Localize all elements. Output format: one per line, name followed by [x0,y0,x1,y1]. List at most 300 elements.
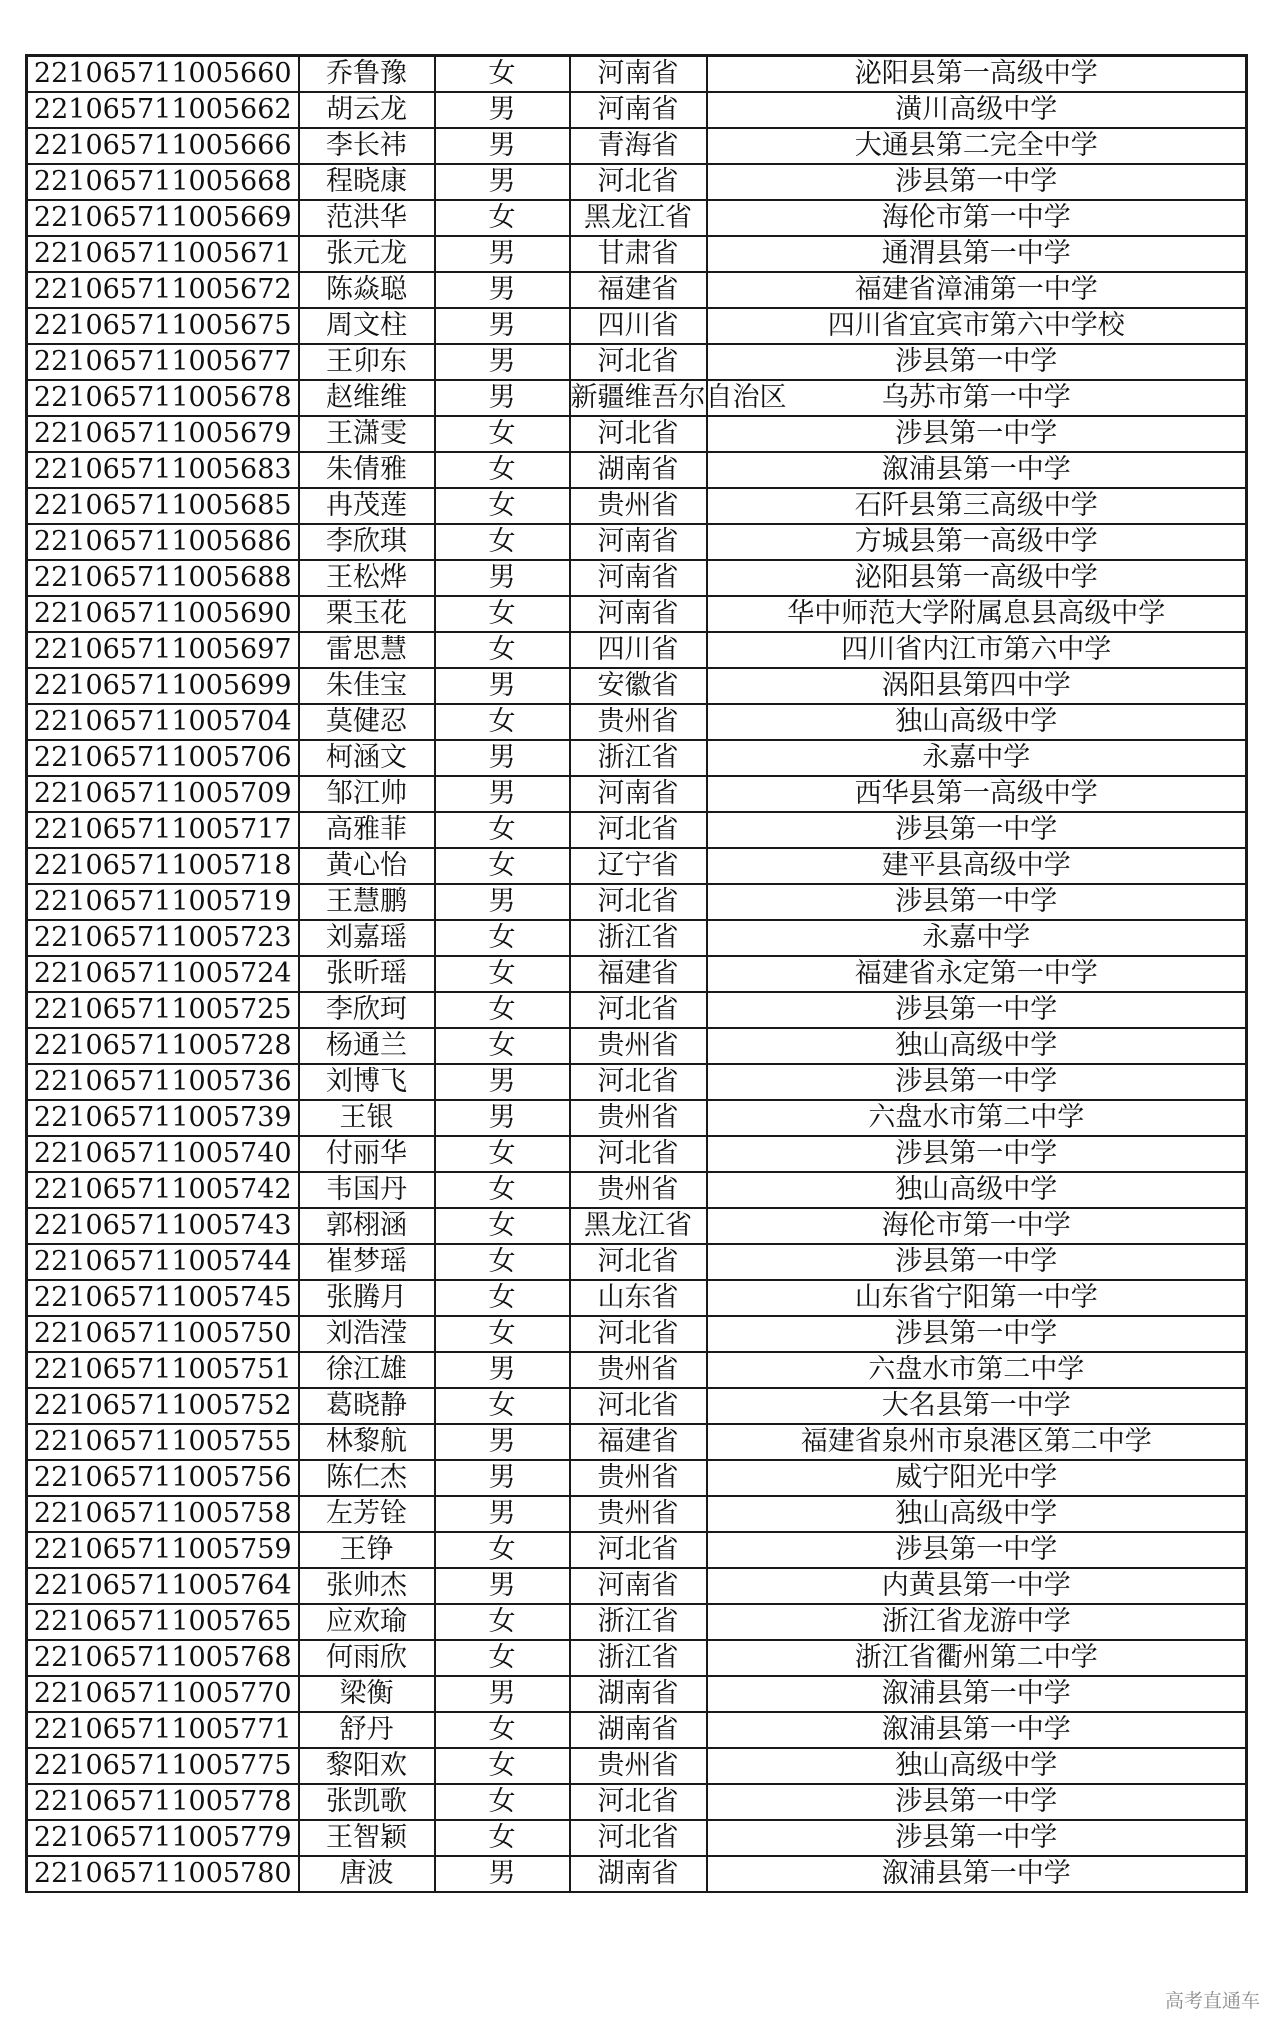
province-cell: 贵州省 [570,1100,707,1136]
province-cell: 黑龙江省 [570,1208,707,1244]
school-cell: 涉县第一中学 [707,812,1247,848]
name-cell: 邹江帅 [299,776,435,812]
province-cell: 河南省 [570,92,707,128]
name-cell: 黎阳欢 [299,1748,435,1784]
school-cell: 华中师范大学附属息县高级中学 [707,596,1247,632]
gender-cell: 女 [435,848,570,884]
candidate-id-cell: 221065711005660 [27,56,299,93]
province-cell: 福建省 [570,956,707,992]
name-cell: 陈仁杰 [299,1460,435,1496]
table-row [27,632,1247,668]
province-cell: 河北省 [570,1820,707,1856]
table-row [27,1532,1247,1568]
table-row [27,1208,1247,1244]
roster-sheet [25,54,1245,1893]
name-cell: 朱佳宝 [299,668,435,704]
school-cell: 泌阳县第一高级中学 [707,56,1247,93]
table-row [27,92,1247,128]
school-cell: 四川省内江市第六中学 [707,632,1247,668]
candidate-id-cell: 221065711005780 [27,1856,299,1892]
province-cell: 河北省 [570,416,707,452]
province-cell: 河北省 [570,1316,707,1352]
table-row [27,1748,1247,1784]
school-cell: 独山高级中学 [707,704,1247,740]
province-cell: 浙江省 [570,1640,707,1676]
province-cell: 浙江省 [570,1604,707,1640]
school-cell: 山东省宁阳第一中学 [707,1280,1247,1316]
name-cell: 葛晓静 [299,1388,435,1424]
school-cell: 方城县第一高级中学 [707,524,1247,560]
school-cell: 涉县第一中学 [707,1136,1247,1172]
name-cell: 雷思慧 [299,632,435,668]
gender-cell: 女 [435,56,570,93]
table-row [27,704,1247,740]
province-cell: 湖南省 [570,1856,707,1892]
province-cell: 四川省 [570,308,707,344]
candidate-id-cell: 221065711005675 [27,308,299,344]
province-cell: 贵州省 [570,1496,707,1532]
candidate-id-cell: 221065711005756 [27,1460,299,1496]
name-cell: 冉茂莲 [299,488,435,524]
name-cell: 张元龙 [299,236,435,272]
gender-cell: 女 [435,1280,570,1316]
candidate-id-cell: 221065711005724 [27,956,299,992]
table-row [27,272,1247,308]
table-row [27,524,1247,560]
candidate-id-cell: 221065711005742 [27,1172,299,1208]
name-cell: 张昕瑶 [299,956,435,992]
gender-cell: 女 [435,1604,570,1640]
roster-body [27,56,1247,1893]
candidate-id-cell: 221065711005679 [27,416,299,452]
gender-cell: 男 [435,344,570,380]
name-cell: 杨通兰 [299,1028,435,1064]
gender-cell: 男 [435,308,570,344]
school-cell: 威宁阳光中学 [707,1460,1247,1496]
table-row [27,1568,1247,1604]
province-cell: 贵州省 [570,1748,707,1784]
school-cell: 浙江省龙游中学 [707,1604,1247,1640]
gender-cell: 女 [435,1172,570,1208]
school-cell: 泌阳县第一高级中学 [707,560,1247,596]
gender-cell: 女 [435,992,570,1028]
province-cell: 河北省 [570,1388,707,1424]
gender-cell: 男 [435,1100,570,1136]
province-cell: 贵州省 [570,704,707,740]
province-cell: 河南省 [570,1568,707,1604]
province-cell: 青海省 [570,128,707,164]
name-cell: 张凯歌 [299,1784,435,1820]
name-cell: 唐波 [299,1856,435,1892]
table-row [27,884,1247,920]
watermark-text: 高考直通车 [1164,1990,1260,2012]
gender-cell: 女 [435,524,570,560]
name-cell: 付丽华 [299,1136,435,1172]
school-cell: 涉县第一中学 [707,1064,1247,1100]
candidate-id-cell: 221065711005750 [27,1316,299,1352]
province-cell: 河北省 [570,344,707,380]
candidate-id-cell: 221065711005704 [27,704,299,740]
name-cell: 王卯东 [299,344,435,380]
name-cell: 陈焱聪 [299,272,435,308]
name-cell: 林黎航 [299,1424,435,1460]
name-cell: 张帅杰 [299,1568,435,1604]
school-cell: 乌苏市第一中学 [707,380,1247,416]
school-cell: 涉县第一中学 [707,416,1247,452]
gender-cell: 男 [435,668,570,704]
province-cell: 浙江省 [570,920,707,956]
gender-cell: 女 [435,1208,570,1244]
name-cell: 王银 [299,1100,435,1136]
name-cell: 乔鲁豫 [299,56,435,93]
table-row [27,1388,1247,1424]
table-row [27,416,1247,452]
school-cell: 涉县第一中学 [707,1532,1247,1568]
province-cell: 河北省 [570,812,707,848]
table-row [27,380,1247,416]
table-row [27,992,1247,1028]
name-cell: 李欣琪 [299,524,435,560]
candidate-id-cell: 221065711005688 [27,560,299,596]
name-cell: 周文柱 [299,308,435,344]
name-cell: 李长祎 [299,128,435,164]
gender-cell: 女 [435,452,570,488]
gender-cell: 女 [435,920,570,956]
candidate-id-cell: 221065711005765 [27,1604,299,1640]
table-row [27,1856,1247,1892]
table-row [27,1172,1247,1208]
candidate-id-cell: 221065711005706 [27,740,299,776]
school-cell: 涉县第一中学 [707,1316,1247,1352]
school-cell: 涉县第一中学 [707,1784,1247,1820]
gender-cell: 男 [435,1568,570,1604]
gender-cell: 男 [435,236,570,272]
province-cell: 河北省 [570,1064,707,1100]
province-cell: 河北省 [570,1784,707,1820]
candidate-id-cell: 221065711005751 [27,1352,299,1388]
name-cell: 舒丹 [299,1712,435,1748]
province-cell: 辽宁省 [570,848,707,884]
candidate-id-cell: 221065711005768 [27,1640,299,1676]
candidate-id-cell: 221065711005662 [27,92,299,128]
table-row [27,1100,1247,1136]
name-cell: 程晓康 [299,164,435,200]
province-cell: 河南省 [570,776,707,812]
gender-cell: 女 [435,596,570,632]
candidate-id-cell: 221065711005775 [27,1748,299,1784]
table-row [27,740,1247,776]
name-cell: 王潇雯 [299,416,435,452]
name-cell: 栗玉花 [299,596,435,632]
school-cell: 福建省漳浦第一中学 [707,272,1247,308]
gender-cell: 女 [435,488,570,524]
province-cell: 河南省 [570,596,707,632]
name-cell: 赵维维 [299,380,435,416]
name-cell: 范洪华 [299,200,435,236]
gender-cell: 女 [435,1388,570,1424]
candidate-id-cell: 221065711005677 [27,344,299,380]
school-cell: 独山高级中学 [707,1172,1247,1208]
candidate-id-cell: 221065711005759 [27,1532,299,1568]
province-cell: 河北省 [570,884,707,920]
school-cell: 独山高级中学 [707,1496,1247,1532]
candidate-id-cell: 221065711005668 [27,164,299,200]
province-cell: 河北省 [570,164,707,200]
name-cell: 胡云龙 [299,92,435,128]
gender-cell: 男 [435,740,570,776]
table-row [27,1460,1247,1496]
table-row [27,56,1247,93]
school-cell: 海伦市第一中学 [707,200,1247,236]
name-cell: 徐江雄 [299,1352,435,1388]
table-row [27,128,1247,164]
name-cell: 黄心怡 [299,848,435,884]
candidate-id-cell: 221065711005719 [27,884,299,920]
gender-cell: 男 [435,92,570,128]
gender-cell: 女 [435,1028,570,1064]
school-cell: 六盘水市第二中学 [707,1100,1247,1136]
gender-cell: 男 [435,1424,570,1460]
province-cell: 四川省 [570,632,707,668]
table-row [27,1820,1247,1856]
table-row [27,1712,1247,1748]
table-row [27,596,1247,632]
province-cell: 河北省 [570,1136,707,1172]
candidate-id-cell: 221065711005709 [27,776,299,812]
candidate-id-cell: 221065711005669 [27,200,299,236]
gender-cell: 女 [435,1820,570,1856]
gender-cell: 男 [435,380,570,416]
name-cell: 王慧鹏 [299,884,435,920]
table-row [27,1352,1247,1388]
candidate-id-cell: 221065711005740 [27,1136,299,1172]
candidate-id-cell: 221065711005743 [27,1208,299,1244]
school-cell: 独山高级中学 [707,1028,1247,1064]
gender-cell: 女 [435,812,570,848]
gender-cell: 女 [435,416,570,452]
province-cell: 湖南省 [570,1676,707,1712]
table-row [27,1280,1247,1316]
name-cell: 王松烨 [299,560,435,596]
table-row [27,1136,1247,1172]
gender-cell: 男 [435,272,570,308]
name-cell: 崔梦瑶 [299,1244,435,1280]
gender-cell: 女 [435,1712,570,1748]
school-cell: 涉县第一中学 [707,1820,1247,1856]
table-row [27,668,1247,704]
table-row [27,812,1247,848]
province-cell: 河南省 [570,56,707,93]
candidate-id-cell: 221065711005718 [27,848,299,884]
province-cell: 河北省 [570,992,707,1028]
candidate-id-cell: 221065711005666 [27,128,299,164]
province-cell: 贵州省 [570,1352,707,1388]
gender-cell: 女 [435,1136,570,1172]
candidate-id-cell: 221065711005758 [27,1496,299,1532]
candidate-id-cell: 221065711005745 [27,1280,299,1316]
table-row [27,200,1247,236]
candidate-id-cell: 221065711005764 [27,1568,299,1604]
candidate-id-cell: 221065711005723 [27,920,299,956]
school-cell: 建平县高级中学 [707,848,1247,884]
school-cell: 涉县第一中学 [707,164,1247,200]
school-cell: 溆浦县第一中学 [707,1856,1247,1892]
province-cell: 安徽省 [570,668,707,704]
school-cell: 四川省宜宾市第六中学校 [707,308,1247,344]
name-cell: 莫健忍 [299,704,435,740]
school-cell: 石阡县第三高级中学 [707,488,1247,524]
table-row [27,1676,1247,1712]
province-cell: 浙江省 [570,740,707,776]
name-cell: 何雨欣 [299,1640,435,1676]
gender-cell: 女 [435,200,570,236]
school-cell: 大名县第一中学 [707,1388,1247,1424]
table-row [27,1424,1247,1460]
candidate-id-cell: 221065711005778 [27,1784,299,1820]
candidate-id-cell: 221065711005672 [27,272,299,308]
province-cell: 河北省 [570,1532,707,1568]
candidate-id-cell: 221065711005699 [27,668,299,704]
school-cell: 六盘水市第二中学 [707,1352,1247,1388]
name-cell: 郭栩涵 [299,1208,435,1244]
table-row [27,1316,1247,1352]
gender-cell: 女 [435,1748,570,1784]
gender-cell: 女 [435,956,570,992]
school-cell: 西华县第一高级中学 [707,776,1247,812]
gender-cell: 男 [435,164,570,200]
gender-cell: 女 [435,1784,570,1820]
candidate-id-cell: 221065711005728 [27,1028,299,1064]
admission-roster-table [25,54,1248,1893]
name-cell: 左芳铨 [299,1496,435,1532]
province-cell: 贵州省 [570,1172,707,1208]
gender-cell: 女 [435,632,570,668]
table-row [27,308,1247,344]
candidate-id-cell: 221065711005685 [27,488,299,524]
school-cell: 潢川高级中学 [707,92,1247,128]
school-cell: 福建省泉州市泉港区第二中学 [707,1424,1247,1460]
table-row [27,452,1247,488]
candidate-id-cell: 221065711005752 [27,1388,299,1424]
table-row [27,236,1247,272]
school-cell: 内黄县第一中学 [707,1568,1247,1604]
school-cell: 溆浦县第一中学 [707,1712,1247,1748]
table-row [27,1640,1247,1676]
province-cell: 甘肃省 [570,236,707,272]
school-cell: 大通县第二完全中学 [707,128,1247,164]
province-cell: 贵州省 [570,1460,707,1496]
name-cell: 王铮 [299,1532,435,1568]
name-cell: 柯涵文 [299,740,435,776]
school-cell: 独山高级中学 [707,1748,1247,1784]
province-cell: 福建省 [570,272,707,308]
candidate-id-cell: 221065711005755 [27,1424,299,1460]
name-cell: 刘嘉瑶 [299,920,435,956]
candidate-id-cell: 221065711005717 [27,812,299,848]
school-cell: 永嘉中学 [707,920,1247,956]
gender-cell: 男 [435,884,570,920]
school-cell: 溆浦县第一中学 [707,452,1247,488]
province-cell: 福建省 [570,1424,707,1460]
school-cell: 涉县第一中学 [707,1244,1247,1280]
gender-cell: 男 [435,1460,570,1496]
province-cell: 黑龙江省 [570,200,707,236]
name-cell: 朱倩雅 [299,452,435,488]
table-row [27,560,1247,596]
gender-cell: 女 [435,1532,570,1568]
candidate-id-cell: 221065711005779 [27,1820,299,1856]
candidate-id-cell: 221065711005736 [27,1064,299,1100]
gender-cell: 男 [435,1676,570,1712]
name-cell: 刘浩滢 [299,1316,435,1352]
table-row [27,344,1247,380]
name-cell: 应欢瑜 [299,1604,435,1640]
school-cell: 涡阳县第四中学 [707,668,1247,704]
school-cell: 涉县第一中学 [707,992,1247,1028]
table-row [27,776,1247,812]
province-cell: 河南省 [570,524,707,560]
school-cell: 永嘉中学 [707,740,1247,776]
province-cell: 河北省 [570,1244,707,1280]
name-cell: 刘博飞 [299,1064,435,1100]
gender-cell: 女 [435,1640,570,1676]
school-cell: 海伦市第一中学 [707,1208,1247,1244]
candidate-id-cell: 221065711005739 [27,1100,299,1136]
name-cell: 梁衡 [299,1676,435,1712]
school-cell: 通渭县第一中学 [707,236,1247,272]
table-row [27,848,1247,884]
candidate-id-cell: 221065711005744 [27,1244,299,1280]
gender-cell: 男 [435,128,570,164]
name-cell: 王智颖 [299,1820,435,1856]
gender-cell: 女 [435,1316,570,1352]
candidate-id-cell: 221065711005686 [27,524,299,560]
name-cell: 韦国丹 [299,1172,435,1208]
table-row [27,956,1247,992]
candidate-id-cell: 221065711005671 [27,236,299,272]
table-row [27,1784,1247,1820]
table-row [27,1028,1247,1064]
candidate-id-cell: 221065711005697 [27,632,299,668]
gender-cell: 女 [435,1244,570,1280]
province-cell: 新疆维吾尔自治区 [570,380,707,416]
name-cell: 张腾月 [299,1280,435,1316]
gender-cell: 男 [435,1064,570,1100]
candidate-id-cell: 221065711005678 [27,380,299,416]
candidate-id-cell: 221065711005690 [27,596,299,632]
school-cell: 溆浦县第一中学 [707,1676,1247,1712]
province-cell: 贵州省 [570,488,707,524]
gender-cell: 男 [435,776,570,812]
school-cell: 涉县第一中学 [707,344,1247,380]
candidate-id-cell: 221065711005683 [27,452,299,488]
province-cell: 湖南省 [570,452,707,488]
province-cell: 河南省 [570,560,707,596]
candidate-id-cell: 221065711005771 [27,1712,299,1748]
gender-cell: 男 [435,1856,570,1892]
candidate-id-cell: 221065711005725 [27,992,299,1028]
gender-cell: 女 [435,704,570,740]
table-row [27,488,1247,524]
table-row [27,1604,1247,1640]
table-row [27,1496,1247,1532]
name-cell: 高雅菲 [299,812,435,848]
gender-cell: 男 [435,560,570,596]
school-cell: 福建省永定第一中学 [707,956,1247,992]
gender-cell: 男 [435,1352,570,1388]
province-cell: 贵州省 [570,1028,707,1064]
table-row [27,1064,1247,1100]
